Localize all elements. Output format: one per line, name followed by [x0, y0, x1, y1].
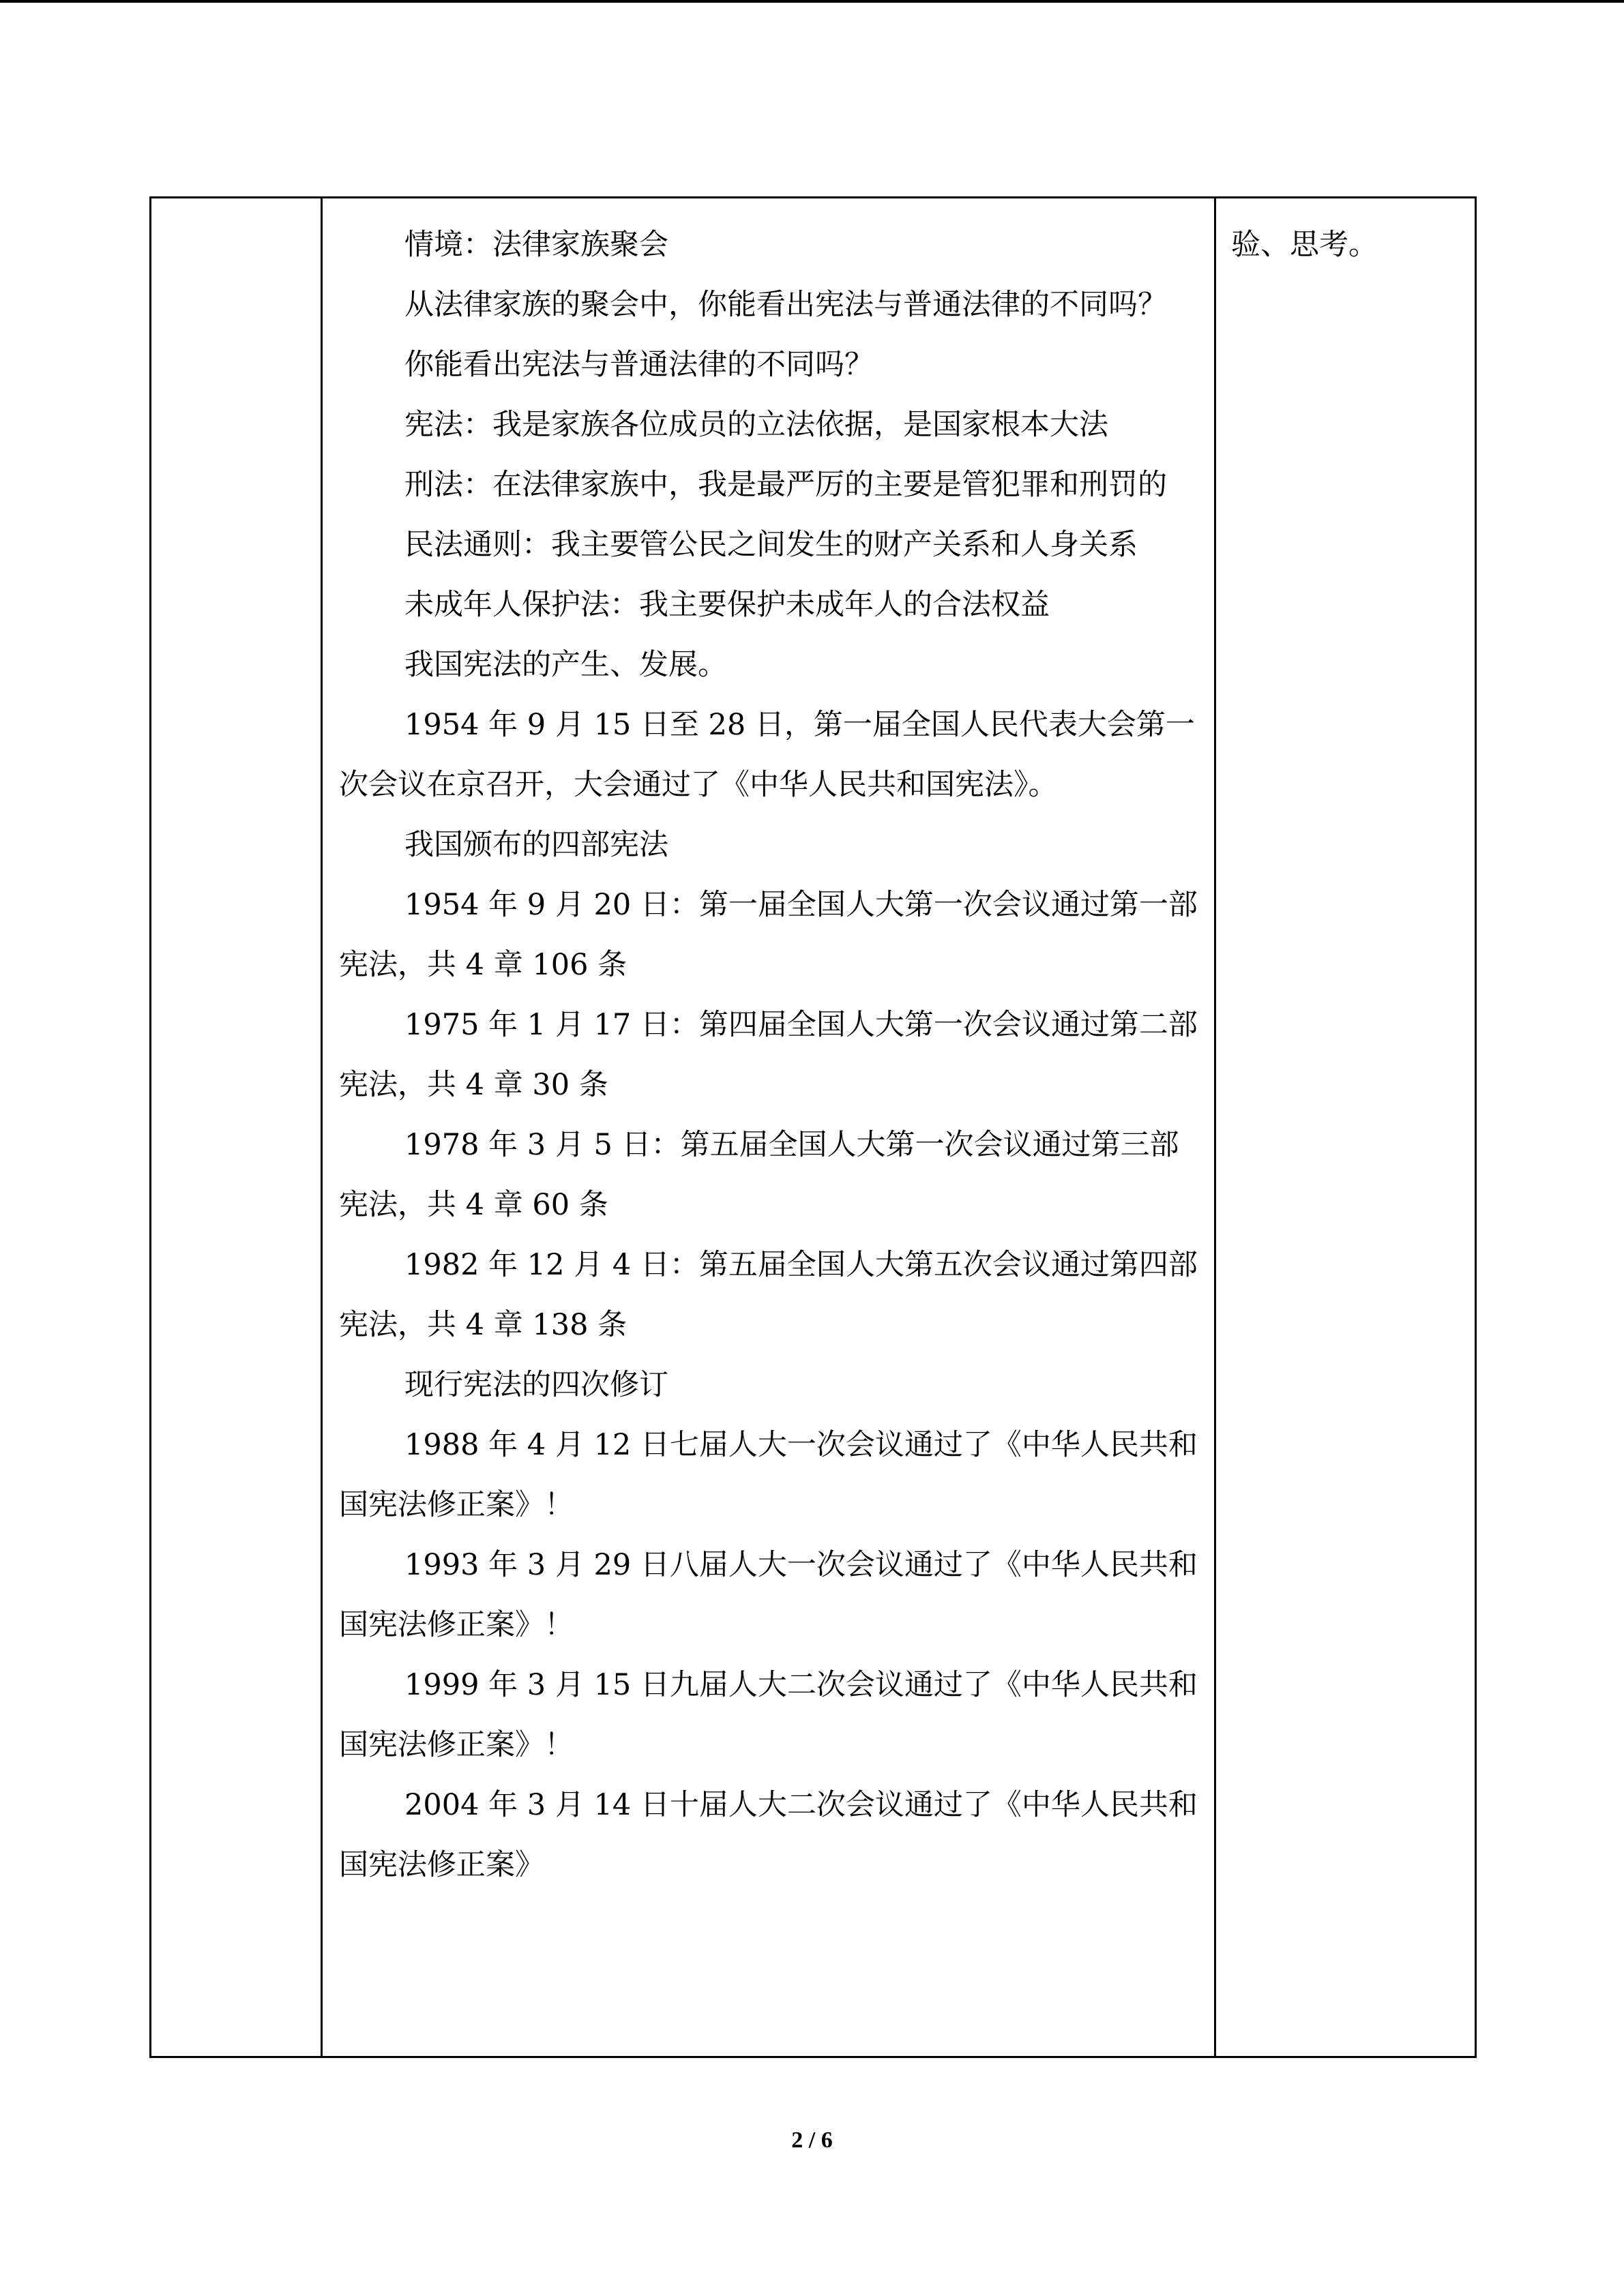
paragraph: 1982 年 12 月 4 日：第五届全国人大第五次会议通过第四部宪法，共 4 章 138 条 — [339, 1248, 1198, 1342]
paragraph: 刑法：在法律家族中，我是最严厉的主要是管犯罪和刑罚的 — [404, 468, 1167, 502]
paragraph: 1954 年 9 月 15 日至 28 日，第一届全国人民代表大会第一次会议在京召开，大会通过了《中华人民共和国宪法》。 — [339, 708, 1195, 802]
paragraph: 1978 年 3 月 5 日：第五届全国人大第一次会议通过第三部宪法，共 4 章 60 条 — [339, 1128, 1179, 1222]
page-number: 2 / 6 — [791, 2128, 833, 2153]
paragraph: 我国宪法的产生、发展。 — [404, 648, 727, 682]
paragraph: 2004 年 3 月 14 日十届人大二次会议通过了《中华人民共和国宪法修正案》 — [339, 1788, 1198, 1882]
paragraph: 我国颁布的四部宪法 — [404, 828, 668, 862]
paragraph: 你能看出宪法与普通法律的不同吗？ — [404, 348, 874, 382]
paragraph: 1954 年 9 月 20 日：第一届全国人大第一次会议通过第一部宪法，共 4 章 106 条 — [339, 888, 1198, 982]
top-border-line — [0, 0, 1624, 3]
paragraph: 民法通则：我主要管公民之间发生的财产关系和人身关系 — [404, 528, 1138, 562]
lesson-table — [149, 196, 1477, 2058]
paragraph: 现行宪法的四次修订 — [404, 1368, 668, 1402]
content-cell — [322, 198, 1215, 2057]
paragraph: 1993 年 3 月 29 日八届人大一次会议通过了《中华人民共和国宪法修正案》！ — [339, 1548, 1198, 1642]
paragraph: 1975 年 1 月 17 日：第四届全国人大第一次会议通过第二部宪法，共 4 章 30 条 — [339, 1008, 1198, 1102]
paragraph: 未成年人保护法：我主要保护未成年人的合法权益 — [404, 588, 1050, 622]
paragraph: 1988 年 4 月 12 日七届人大一次会议通过了《中华人民共和国宪法修正案》！ — [339, 1428, 1198, 1522]
paragraph: 宪法：我是家族各位成员的立法依据，是国家根本大法 — [404, 408, 1108, 442]
paragraph: 情境：法律家族聚会 — [404, 228, 668, 262]
side-column-cell — [1215, 198, 1476, 2057]
first-column-cell — [151, 198, 322, 2057]
paragraph: 从法律家族的聚会中，你能看出宪法与普通法律的不同吗？ — [404, 288, 1167, 322]
table-row — [151, 198, 1476, 2057]
paragraph: 1999 年 3 月 15 日九届人大二次会议通过了《中华人民共和国宪法修正案》！ — [339, 1668, 1198, 1762]
side-note: 验、思考。 — [1231, 228, 1378, 262]
